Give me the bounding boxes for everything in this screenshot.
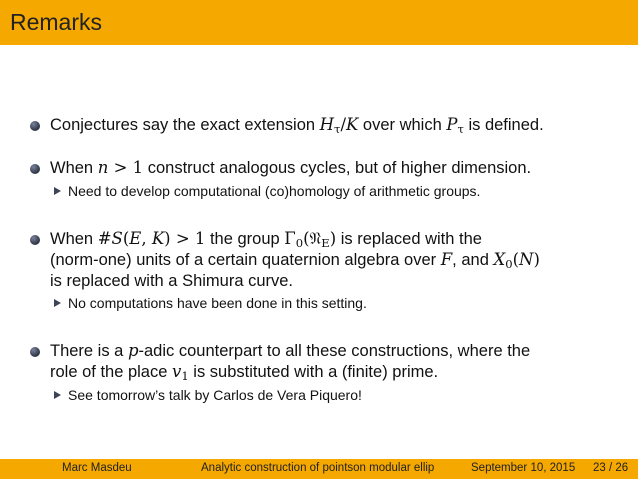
math-symbol: τ [334,122,341,136]
math-symbol: 0 [295,236,304,250]
bullet-icon [30,347,40,357]
sub-2-1-text: Need to develop computational (co)homology of arithmetic groups. [68,183,481,199]
bullet-icon [30,121,40,131]
math-symbol: K [151,229,165,248]
sub-4-1-text: See tomorrow’s talk by Carlos de Vera Piquero! [68,387,362,403]
math-symbol: ( [122,229,130,248]
bullet-4-line-1: There is a p-adic counterpart to all these constructions, where the [50,341,531,360]
slide-title: Remarks [10,9,103,35]
math-symbol: v [172,362,182,381]
bullet-3-line-2: (norm-one) units of a certain quaternion algebra over F, and $X_0(N)$ [50,250,540,271]
footer-author: Marc Masdeu [62,462,132,474]
math-symbol: τ [457,122,464,136]
triangle-bullet-icon [54,299,61,307]
bullet-icon [30,164,40,174]
math-symbol: ) [329,229,337,248]
math-symbol: ( [512,250,520,269]
bullet-2-line-1: When n > 1 construct analogous cycles, but of higher dimension. [50,158,532,177]
math-symbol: / [340,115,346,134]
bullet-3-line-1: When #S(E, K) > 1 the group $\Gamma_0(𝔑_E)$ is replaced with the [50,229,482,250]
math-symbol: 1 [181,369,189,383]
footer-date: September 10, 2015 [471,462,576,474]
math-symbol: F [440,250,453,269]
math-symbol: H [319,115,335,134]
math-symbol: E [129,229,142,248]
math-symbol: E [321,236,330,250]
math-symbol: # [97,229,112,248]
bullet-1-line-1: Conjectures say the exact extension $H_\tau/K$ over which $P_\tau$ is defined. [50,115,544,136]
math-symbol: ) [533,250,540,269]
math-symbol: > 1 [108,158,144,177]
triangle-bullet-icon [54,187,61,195]
math-symbol: p [127,341,139,360]
bullet-icon [30,235,40,245]
math-symbol: N [519,250,534,269]
math-symbol: K [346,115,359,134]
bullet-3-line-3: is replaced with a Shimura curve. [50,272,294,290]
math-symbol: ) > 1 [164,229,206,248]
sub-3-1-text: No computations have been done in this setting. [68,295,367,311]
footer-talk-title: Analytic construction of pointson modular ellip [201,462,435,474]
footer-bar [0,459,638,479]
math-symbol: S [111,229,123,248]
math-symbol: 0 [505,257,513,271]
math-symbol: Γ [284,229,296,248]
triangle-bullet-icon [54,391,61,399]
math-symbol: P [446,115,458,134]
title-bar [0,0,638,45]
math-symbol: (𝔑 [303,229,322,248]
bullet-4-line-2: role of the place $v_1$ is substituted with a (finite) prime. [50,362,439,383]
math-symbol: n [97,158,109,177]
footer-page-number: 23 / 26 [593,462,629,474]
math-symbol: X [493,250,506,269]
math-symbol: , [141,229,152,248]
